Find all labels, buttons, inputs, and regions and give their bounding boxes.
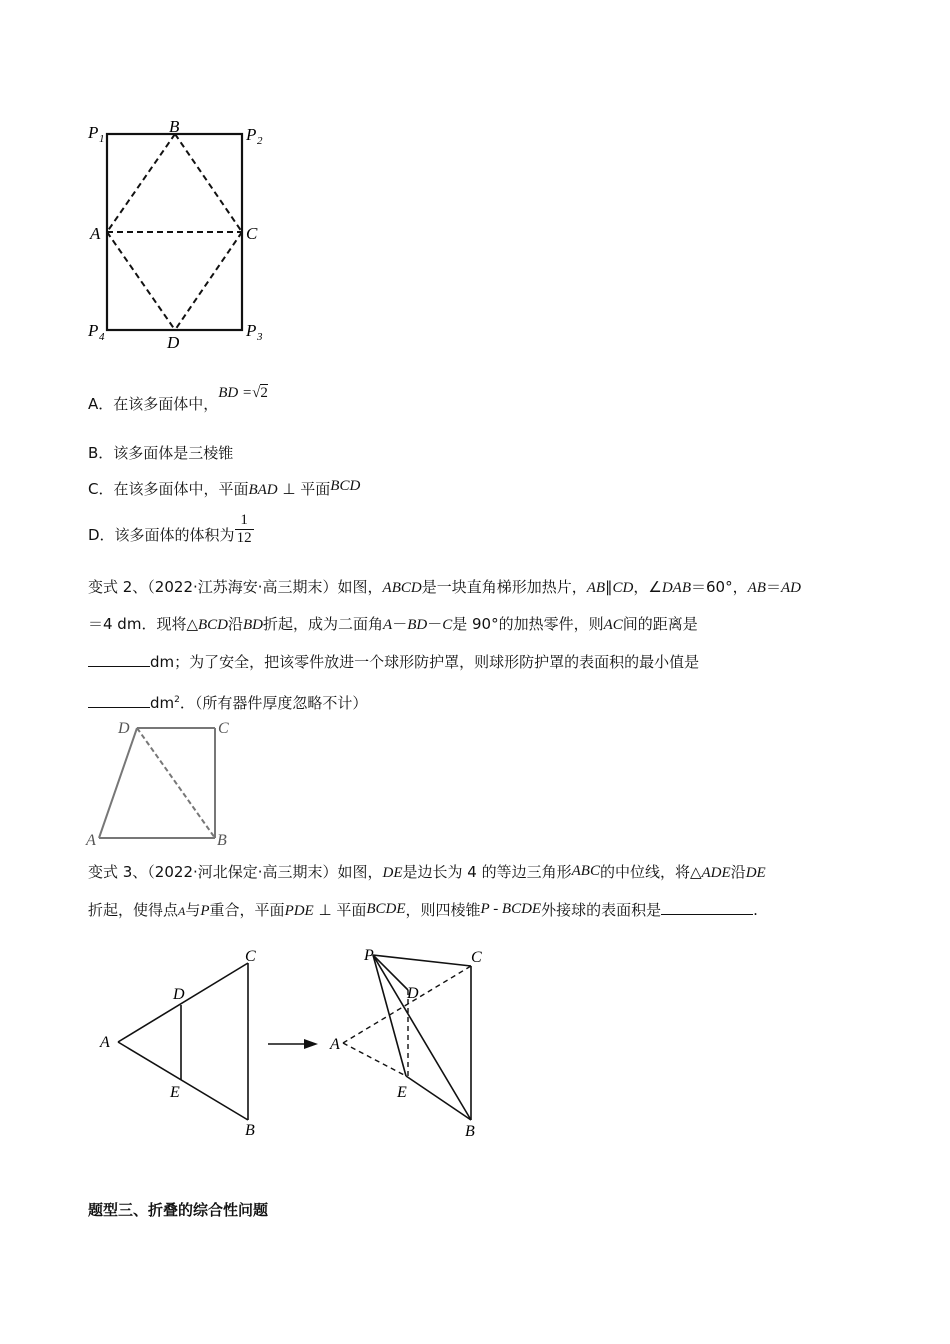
figure-trapezoid bbox=[80, 714, 250, 854]
variant2-line4: $dm^2$．（所有器件厚度忽略不计） bbox=[88, 690, 367, 713]
left-label-c: C bbox=[245, 948, 256, 965]
section-heading: 题型三、折叠的综合性问题 bbox=[88, 1201, 269, 1219]
right-label-d: D bbox=[407, 985, 419, 1002]
label-p4: P bbox=[88, 321, 99, 340]
option-c: C．在该多面体中，平面BAD ⊥ 平面BCD bbox=[88, 478, 361, 498]
variant2-line3: dm；为了安全，把该零件放进一个球形防护罩，则球形防护罩的表面积的最小值是 bbox=[88, 652, 699, 672]
option-a bbox=[88, 385, 268, 415]
label-c: C bbox=[218, 720, 229, 737]
label-a: A bbox=[90, 224, 101, 243]
option-a-math: BD =√2 bbox=[218, 385, 268, 401]
right-pyramid-hidden-edges bbox=[343, 966, 471, 1076]
right-label-p: P bbox=[364, 947, 374, 964]
label-p2-sub: 2 bbox=[257, 135, 263, 147]
answer-blank-1[interactable] bbox=[88, 652, 150, 667]
variant3-line1: 变式 3、（2022·河北保定·高三期末）如图，DE是边长为 4 的等边三角形ABC的中位线，将△ADE沿DE bbox=[88, 863, 766, 881]
label-p3-sub: 3 bbox=[257, 331, 263, 343]
figure-rectangle-rhombus bbox=[80, 112, 280, 357]
label-d: D bbox=[118, 720, 130, 737]
left-label-d: D bbox=[173, 986, 185, 1003]
label-p2: P bbox=[246, 125, 257, 144]
left-label-e: E bbox=[170, 1084, 180, 1101]
option-b: B．该多面体是三棱锥 bbox=[88, 444, 234, 462]
left-label-b: B bbox=[245, 1122, 255, 1139]
label-b: B bbox=[169, 117, 180, 136]
label-p4-sub: 4 bbox=[99, 331, 105, 343]
right-label-e: E bbox=[397, 1084, 407, 1101]
label-p3: P bbox=[246, 321, 257, 340]
label-d: D bbox=[167, 333, 180, 352]
right-pyramid bbox=[373, 955, 471, 1120]
variant3-line2: 折起，使得点A与P重合，平面PDE ⊥ 平面BCDE，则四棱锥P - BCDE外接球的表面积是 . bbox=[88, 901, 758, 919]
label-p1: P bbox=[88, 123, 99, 142]
option-a-text: A．在该多面体中， bbox=[88, 395, 219, 413]
fraction-one-twelfth: $\frac{1}{12}$ bbox=[236, 512, 252, 546]
left-label-a: A bbox=[100, 1034, 110, 1051]
answer-blank-2[interactable] bbox=[88, 693, 150, 708]
label-p1-sub: 1 bbox=[99, 133, 105, 145]
label-b: B bbox=[217, 832, 227, 849]
option-d: D．该多面体的体积为 $\frac{1}{12}$ bbox=[88, 512, 252, 546]
right-label-a: A bbox=[330, 1036, 340, 1053]
dashed-rhombus bbox=[107, 134, 242, 330]
figure-triangle-fold bbox=[90, 940, 510, 1140]
label-c: C bbox=[246, 224, 258, 243]
right-label-c: C bbox=[471, 949, 482, 966]
right-label-b: B bbox=[465, 1123, 475, 1140]
variant2-line1: 变式 2、（2022·江苏海安·高三期末）如图，ABCD是一块直角梯形加热片，AB∥CD，∠DAB＝60°，AB＝AD bbox=[88, 578, 801, 596]
arrow-icon bbox=[268, 1039, 318, 1049]
label-a: A bbox=[86, 832, 96, 849]
answer-blank-3[interactable] bbox=[661, 900, 753, 915]
variant2-line2: ＝4 dm．现将△BCD沿BD折起，成为二面角A－BD－C是 90°的加热零件，则AC间的距离是 bbox=[88, 615, 698, 633]
